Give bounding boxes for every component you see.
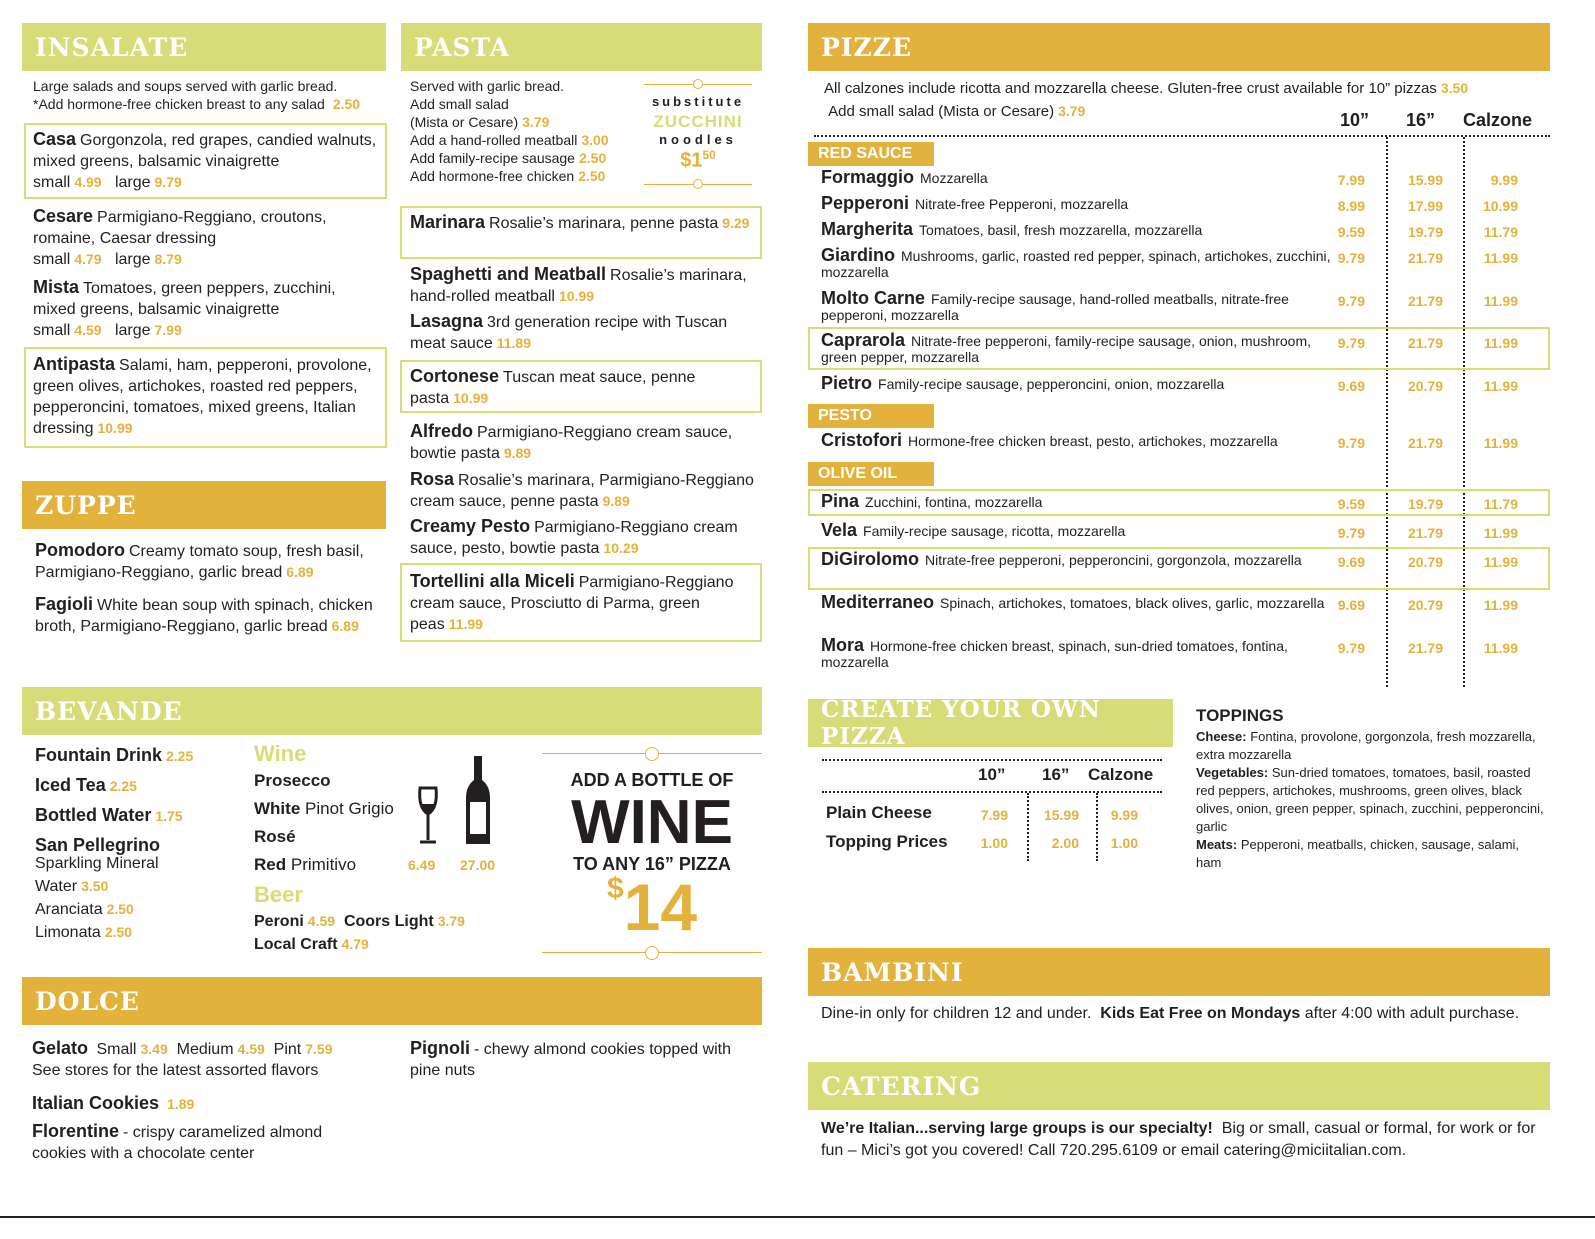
insalate-intro: Large salads and soups served with garlic bread. *Add hormone-free chicken breast to any salad 2.50 [33, 78, 360, 112]
pizza-price-16: 21.79 [1407, 293, 1443, 309]
pasta-lasagna: Lasagna 3rd generation recipe with Tuscan meat sauce 11.89 [410, 311, 728, 352]
create-plain-cheese: Plain Cheese [826, 803, 932, 822]
zucchini-promo: substitute ZUCCHINI noodles $\$1^{50}$ [644, 78, 752, 190]
pizza-price-16: 21.79 [1407, 640, 1443, 656]
pizza-price-16: 21.79 [1407, 435, 1443, 451]
pizza-price-calzone: 9.99 [1490, 172, 1518, 188]
create-top-rule [822, 759, 1162, 761]
pizza-desc: Spinach, artichokes, tomatoes, black olives, garlic, mozzarella [940, 595, 1325, 611]
pizza-row [821, 195, 1331, 212]
bambini-header: BAMBINI [808, 948, 1550, 996]
pizza-name: Pietro [821, 373, 873, 393]
pellegrino-list: Sparkling Mineral Water 3.50 Aranciata 2.50 Limonata 2.50 [35, 855, 159, 941]
pizza-price-16: 20.79 [1407, 597, 1443, 613]
pizza-name: DiGirolomo [821, 549, 919, 569]
pizza-name: Mediterraneo [821, 592, 935, 612]
pizza-desc: Hormone-free chicken breast, pesto, artichokes, mozzarella [908, 433, 1278, 449]
pizza-desc: Mozzarella [920, 170, 988, 186]
pizza-price-10: 9.69 [1337, 554, 1365, 570]
toppings-list: Cheese: Fontina, provolone, gorgonzola, fresh mozzarella, extra mozzarella Vegetables: Sun-dried tomatoes, tomatoes, basil, roasted red peppers, artichokes, mushrooms, green olives, black olives, onion, green pepper, spinach, zucchini, pepperoncini, garlic Meats: Pepperoni, meatballs, chicken, sausage, salami, ham [1196, 729, 1544, 870]
pizza-price-10: 9.59 [1337, 224, 1365, 240]
pizza-price-calzone: 11.99 [1483, 554, 1518, 570]
create-plain-calzone: 9.99 [1110, 807, 1138, 823]
pasta-marinara: Marinara Rosalie’s marinara, penne pasta 9.29 [410, 212, 750, 232]
pizza-name: Molto Carne [821, 288, 926, 308]
pizza-price-16: 19.79 [1407, 224, 1443, 240]
create-col-10: 10” [978, 765, 1006, 784]
create-divider-1 [1027, 793, 1029, 861]
pizza-price-calzone: 10.99 [1482, 198, 1518, 214]
toppings-title: TOPPINGS [1196, 706, 1284, 725]
pizza-price-10: 8.99 [1337, 198, 1365, 214]
pizza-price-10: 9.69 [1337, 597, 1365, 613]
salad-casa: Casa Gorgonzola, red grapes, candied walnuts, mixed greens, balsamic vinaigrette small 4.99 large 9.79 [33, 129, 377, 191]
pizza-price-10: 9.69 [1337, 378, 1365, 394]
pizza-price-calzone: 11.99 [1483, 293, 1518, 309]
create-header: CREATE YOUR OWN PIZZA [808, 699, 1173, 747]
pizza-header-rule [814, 135, 1550, 137]
dolce-cookies: Italian Cookies 1.89 [32, 1093, 195, 1113]
pizza-price-calzone: 11.99 [1483, 525, 1518, 541]
pizza-price-calzone: 11.99 [1483, 435, 1518, 451]
pizza-row [821, 432, 1331, 449]
pizza-price-calzone: 11.99 [1483, 250, 1518, 266]
insalate-header: INSALATE [22, 23, 386, 71]
create-topping-10: 1.00 [980, 835, 1008, 851]
olive-oil-label: OLIVE OIL [808, 462, 934, 486]
pizza-name: Giardino [821, 245, 896, 265]
pizza-desc: Nitrate-free Pepperoni, mozzarella [915, 196, 1129, 212]
pasta-tortellini: Tortellini alla Miceli Parmigiano-Reggiano cream sauce, Prosciutto di Parma, green peas 11.99 [410, 571, 734, 633]
create-col-calzone: Calzone [1088, 765, 1154, 784]
pizza-desc: Family-recipe sausage, pepperoncini, onion, mozzarella [878, 376, 1225, 392]
pizza-price-10: 9.79 [1337, 525, 1365, 541]
pizza-price-16: 21.79 [1407, 335, 1443, 351]
pizza-row [821, 290, 1331, 323]
pizza-row [821, 332, 1331, 365]
beer-title: Beer [254, 882, 303, 907]
pizza-price-calzone: 11.99 [1483, 335, 1518, 351]
pizza-desc: Family-recipe sausage, ricotta, mozzarella [863, 523, 1126, 539]
pizza-name: Caprarola [821, 330, 906, 350]
wine-promo: ADD A BOTTLE OF WINE TO ANY 16” PIZZA $14 [542, 744, 762, 958]
pizza-row [821, 551, 1331, 568]
create-topping-prices: Topping Prices [826, 832, 948, 851]
pizza-name: Pepperoni [821, 193, 910, 213]
pizza-price-16: 20.79 [1407, 554, 1443, 570]
create-divider-2 [1096, 793, 1098, 861]
pizza-desc: Hormone-free chicken breast, spinach, sun-dried tomatoes, fontina, mozzarella [821, 638, 1288, 670]
pizza-price-calzone: 11.79 [1483, 496, 1518, 512]
pizza-price-10: 9.79 [1337, 293, 1365, 309]
pizza-name: Mora [821, 635, 865, 655]
catering-header: CATERING [808, 1062, 1550, 1110]
drinks-list: Fountain Drink 2.25 Iced Tea 2.25 Bottled Water 1.75 San Pellegrino [35, 745, 194, 855]
create-plain-10: 7.99 [980, 807, 1008, 823]
pizza-desc: Family-recipe sausage, hand-rolled meatballs, nitrate-free pepperoni, mozzarella [821, 291, 1289, 323]
pizza-desc: Mushrooms, garlic, roasted red pepper, spinach, artichokes, zucchini, mozzarella [821, 248, 1331, 280]
pizza-name: Pina [821, 491, 860, 511]
pizza-price-10: 9.79 [1337, 435, 1365, 451]
create-header-rule [822, 791, 1162, 793]
pasta-alfredo: Alfredo Parmigiano-Reggiano cream sauce, bowtie pasta 9.89 [410, 421, 733, 462]
dolce-florentine: Florentine - crispy caramelized almond cookies with a chocolate center [32, 1121, 323, 1162]
pizza-name: Margherita [821, 219, 914, 239]
dolce-gelato: Gelato Small 3.49 Medium 4.59 Pint 7.59 See stores for the latest assorted flavors [32, 1038, 333, 1079]
pizza-col-16: 16” [1406, 110, 1436, 130]
zuppe-header: ZUPPE [22, 481, 386, 529]
pizza-price-10: 9.79 [1337, 250, 1365, 266]
pizza-name: Vela [821, 520, 858, 540]
pizza-price-10: 9.79 [1337, 640, 1365, 656]
wine-list: Prosecco White Pinot Grigio Rosé Red Primitivo [254, 771, 394, 874]
create-topping-calzone: 1.00 [1110, 835, 1138, 851]
pizza-col-calzone: Calzone [1463, 110, 1533, 130]
pizza-price-calzone: 11.99 [1483, 378, 1518, 394]
pizze-intro: All calzones include ricotta and mozzarella cheese. Gluten-free crust available for 10” pizzas 3.50 Add small salad (Mista or Cesare) 3.79 [824, 80, 1469, 120]
create-col-16: 16” [1042, 765, 1070, 784]
pizza-row [821, 594, 1331, 611]
salad-antipasta: Antipasta Salami, ham, pepperoni, provolone, green olives, artichokes, roasted red peppers, pepperoncini, tomatoes, mixed greens, Italian dressing 10.99 [33, 354, 372, 437]
salad-mista: Mista Tomatoes, green peppers, zucchini, mixed greens, balsamic vinaigrette small 4.59 large 7.99 [33, 277, 336, 339]
wine-glass-bottle-icon [408, 752, 508, 852]
pizza-desc: Zucchini, fontina, mozzarella [865, 494, 1043, 510]
pizza-row [821, 493, 1331, 510]
pizza-desc: Nitrate-free pepperoni, family-recipe sausage, onion, mushroom, green pepper, mozzarella [821, 333, 1312, 365]
create-topping-16: 2.00 [1051, 835, 1079, 851]
pizza-col-10: 10” [1340, 110, 1370, 130]
pizza-row [821, 169, 1331, 186]
pizza-price-16: 20.79 [1407, 378, 1443, 394]
pesto-label: PESTO [808, 404, 934, 428]
pasta-header: PASTA [401, 23, 762, 71]
beer-list: Peroni 4.59 Coors Light 3.79 Local Craft 4.79 [254, 913, 465, 953]
pizza-row [821, 247, 1331, 280]
pasta-cortonese: Cortonese Tuscan meat sauce, penne pasta 10.99 [410, 366, 696, 407]
pasta-creamy-pesto: Creamy Pesto Parmigiano-Reggiano cream sauce, pesto, bowtie pasta 10.29 [410, 516, 738, 557]
pizza-col-divider-1 [1386, 137, 1388, 687]
create-plain-16: 15.99 [1043, 807, 1079, 823]
wine-title: Wine [254, 741, 307, 766]
pasta-rosa: Rosa Rosalie’s marinara, Parmigiano-Reggiano cream sauce, penne pasta 9.89 [410, 469, 754, 510]
pizza-name: Formaggio [821, 167, 914, 187]
pizza-row [821, 375, 1331, 392]
dolce-header: DOLCE [22, 977, 762, 1025]
pizza-col-divider-2 [1463, 137, 1465, 687]
pasta-spaghetti: Spaghetti and Meatball Rosalie’s marinara, hand-rolled meatball 10.99 [410, 264, 747, 305]
pizza-desc: Nitrate-free pepperoni, pepperoncini, gorgonzola, mozzarella [925, 552, 1302, 568]
pizza-desc: Tomatoes, basil, fresh mozzarella, mozzarella [919, 222, 1203, 238]
pizza-price-16: 19.79 [1407, 496, 1443, 512]
bevande-header: BEVANDE [22, 687, 762, 735]
pizza-row [821, 221, 1331, 238]
pizza-price-calzone: 11.99 [1483, 597, 1518, 613]
pizza-name: Cristofori [821, 430, 902, 450]
pizza-price-10: 9.59 [1337, 496, 1365, 512]
bambini-text: Dine-in only for children 12 and under. Kids Eat Free on Mondays after 4:00 with adult purchase. [821, 1005, 1520, 1022]
pizza-price-16: 21.79 [1407, 250, 1443, 266]
pizza-price-16: 17.99 [1407, 198, 1443, 214]
pizza-price-calzone: 11.99 [1483, 640, 1518, 656]
soup-pomodoro: Pomodoro Creamy tomato soup, fresh basil, Parmigiano-Reggiano, garlic bread 6.89 [35, 540, 364, 581]
bottle-price: 27.00 [460, 857, 496, 873]
pizza-price-calzone: 11.79 [1483, 224, 1518, 240]
pizza-price-16: 21.79 [1407, 525, 1443, 541]
pizza-price-16: 15.99 [1407, 172, 1443, 188]
pasta-intro: Served with garlic bread. Add small salad (Mista or Cesare) 3.79 Add a hand-rolled meatball 3.00 Add family-recipe sausage 2.50 Add hormone-free chicken 2.50 [410, 78, 609, 184]
glass-price: 6.49 [408, 857, 436, 873]
red-sauce-label: RED SAUCE [808, 142, 934, 166]
pizza-row [821, 522, 1331, 539]
pizze-header: PIZZE [808, 23, 1550, 71]
pizza-price-10: 9.79 [1337, 335, 1365, 351]
bottom-rule [0, 1216, 1595, 1218]
soup-fagioli: Fagioli White bean soup with spinach, chicken broth, Parmigiano-Reggiano, garlic bread 6.89 [35, 594, 373, 635]
pizza-price-10: 7.99 [1337, 172, 1365, 188]
pizza-row [821, 637, 1331, 670]
catering-text: We’re Italian...serving large groups is our specialty! Big or small, casual or formal, for work or for fun – Mici’s got you covered! Call 720.295.6109 or email catering@miciitalian.com. [821, 1120, 1536, 1159]
dolce-pignoli: Pignoli - chewy almond cookies topped with pine nuts [410, 1038, 732, 1079]
salad-cesare: Cesare Parmigiano-Reggiano, croutons, romaine, Caesar dressing small 4.79 large 8.79 [33, 206, 327, 268]
